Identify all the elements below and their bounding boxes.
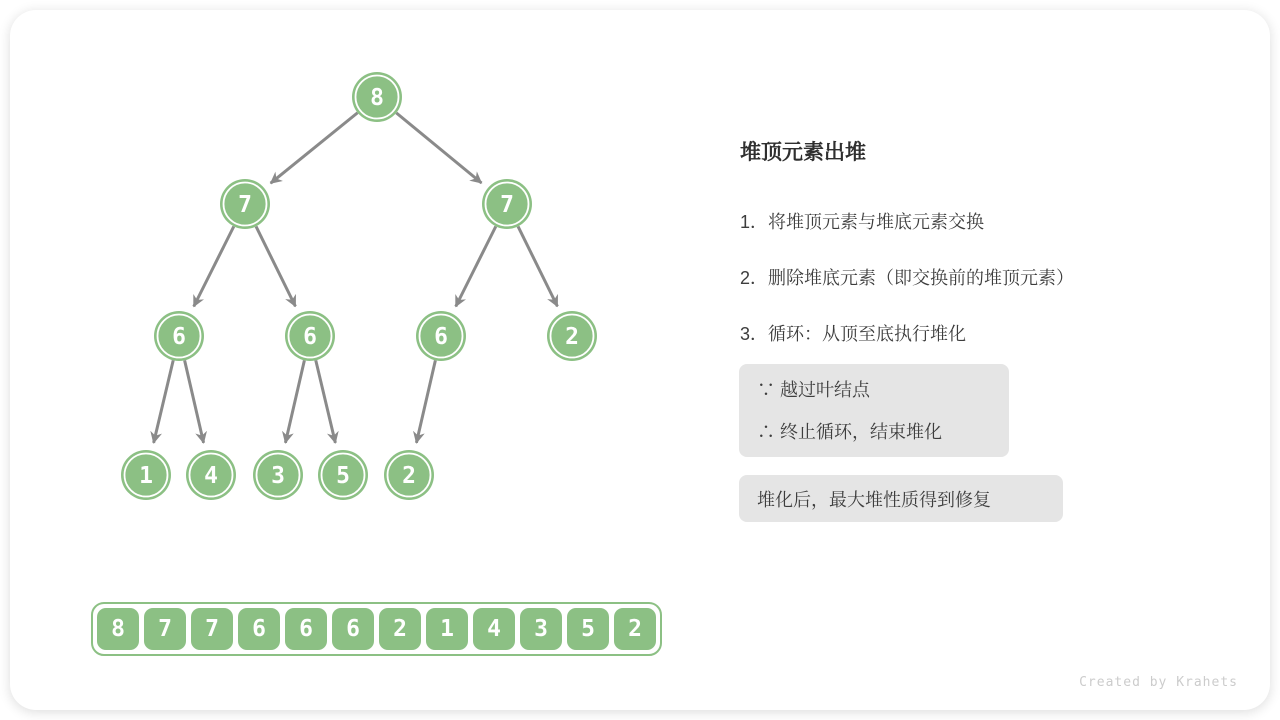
tree-node-label: 6 (303, 324, 317, 350)
tree-node (121, 450, 171, 500)
tree-edge (518, 226, 557, 306)
array-cell: 6 (285, 608, 327, 650)
tree-node-label: 2 (565, 324, 579, 350)
tree-node-label: 6 (172, 324, 186, 350)
tree-edge (316, 360, 336, 443)
tree-edge (185, 360, 204, 442)
tree-edge (285, 360, 304, 442)
tree-node-label: 5 (336, 463, 350, 489)
array-cell: 8 (97, 608, 139, 650)
tree-edge (396, 113, 481, 183)
tree-node (285, 311, 335, 361)
tree-node (318, 450, 368, 500)
tree-node (384, 450, 434, 500)
tree-node-label: 7 (500, 192, 514, 218)
tree-node (186, 450, 236, 500)
tree-node (352, 72, 402, 122)
figure-card (10, 10, 1270, 710)
tree-edge (256, 226, 295, 306)
credit-text: Created by Krahets (1079, 675, 1238, 690)
tree-node-label: 2 (402, 463, 416, 489)
array-cell: 4 (473, 608, 515, 650)
tree-node-label: 6 (434, 324, 448, 350)
step-2: 2．删除堆底元素（即交换前的堆顶元素） (740, 268, 1075, 288)
array-cell: 2 (379, 608, 421, 650)
tree-edge (271, 113, 358, 183)
step-1: 1．将堆顶元素与堆底元素交换 (740, 212, 985, 232)
array-cell: 6 (332, 608, 374, 650)
tree-node (253, 450, 303, 500)
panel-title: 堆顶元素出堆 (740, 141, 866, 164)
tree-node-label: 8 (370, 85, 384, 111)
array-cell: 2 (614, 608, 656, 650)
tree-edge (416, 360, 435, 442)
reasoning-note-box (739, 364, 1009, 457)
heap-array (91, 602, 662, 656)
tree-node (154, 311, 204, 361)
tree-edge (456, 226, 496, 306)
note-line-therefore: ∴ 终止循环，结束堆化 (757, 421, 942, 442)
tree-node-label: 1 (139, 463, 153, 489)
tree-edge (194, 226, 234, 306)
tree-node (482, 179, 532, 229)
array-cell: 5 (567, 608, 609, 650)
array-cell: 7 (144, 608, 186, 650)
tree-node (416, 311, 466, 361)
tree-node-label: 3 (271, 463, 285, 489)
note-line-because: ∵ 越过叶结点 (757, 379, 871, 400)
tree-node (220, 179, 270, 229)
heap-tree-diagram (10, 10, 710, 555)
array-cell: 6 (238, 608, 280, 650)
explanation-panel (740, 136, 1240, 378)
result-note-box: 堆化后，最大堆性质得到修复 (739, 475, 1063, 522)
tree-edge (154, 360, 174, 443)
array-cell: 3 (520, 608, 562, 650)
array-cell: 7 (191, 608, 233, 650)
step-3: 3．循环：从顶至底执行堆化 (740, 324, 967, 344)
tree-node-label: 7 (238, 192, 252, 218)
array-cell: 1 (426, 608, 468, 650)
tree-node (547, 311, 597, 361)
tree-node-label: 4 (204, 463, 218, 489)
